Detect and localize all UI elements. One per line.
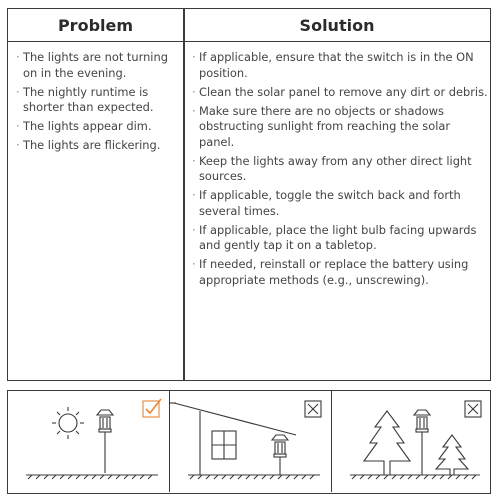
problem-list xyxy=(16,50,178,157)
tree-icon xyxy=(436,435,468,475)
scene-open-sun xyxy=(8,391,169,492)
sun-icon xyxy=(52,407,84,439)
x-icon xyxy=(305,401,321,417)
scene-under-roof xyxy=(170,391,331,492)
ground-line xyxy=(26,475,158,479)
solar-light-icon xyxy=(97,410,113,473)
tree-icon xyxy=(364,411,410,475)
solution-item: · If applicable, place the light bulb facing upwards and gently tap it on a tabletop. xyxy=(192,223,488,254)
problem-item: · The nightly runtime is shorter than expected. xyxy=(16,85,178,116)
solar-light-icon xyxy=(414,410,430,475)
problem-item: · The lights are flickering. xyxy=(16,138,178,154)
troubleshooting-table xyxy=(7,8,491,381)
ground-line xyxy=(188,475,320,479)
solution-item: · If applicable, toggle the switch back and forth several times. xyxy=(192,188,488,219)
solution-item: · Make sure there are no objects or shadows obstructing sunlight from reaching the solar panel. xyxy=(192,104,488,151)
problem-item: · The lights appear dim. xyxy=(16,119,178,135)
solar-light-icon xyxy=(272,435,288,475)
solution-item: · If applicable, ensure that the switch is in the ON position. xyxy=(192,50,488,81)
scene-near-trees xyxy=(332,391,490,492)
window-icon xyxy=(212,431,236,459)
solution-item: · If needed, reinstall or replace the battery using appropriate methods (e.g., unscrewing). xyxy=(192,257,488,288)
solution-item: · Keep the lights away from any other direct light sources. xyxy=(192,154,488,185)
column-divider xyxy=(183,9,185,380)
ground-line xyxy=(350,475,480,479)
problem-header: Problem xyxy=(57,16,134,35)
check-icon xyxy=(143,399,161,417)
solution-list xyxy=(192,50,488,292)
solution-item: · Clean the solar panel to remove any dirt or debris. xyxy=(192,85,488,101)
placement-illustrations xyxy=(7,390,491,494)
table-header-row xyxy=(8,9,490,42)
x-icon xyxy=(465,401,481,417)
solution-header: Solution xyxy=(299,16,375,35)
problem-item: · The lights are not turning on in the evening. xyxy=(16,50,178,81)
roof-icon xyxy=(170,403,296,475)
